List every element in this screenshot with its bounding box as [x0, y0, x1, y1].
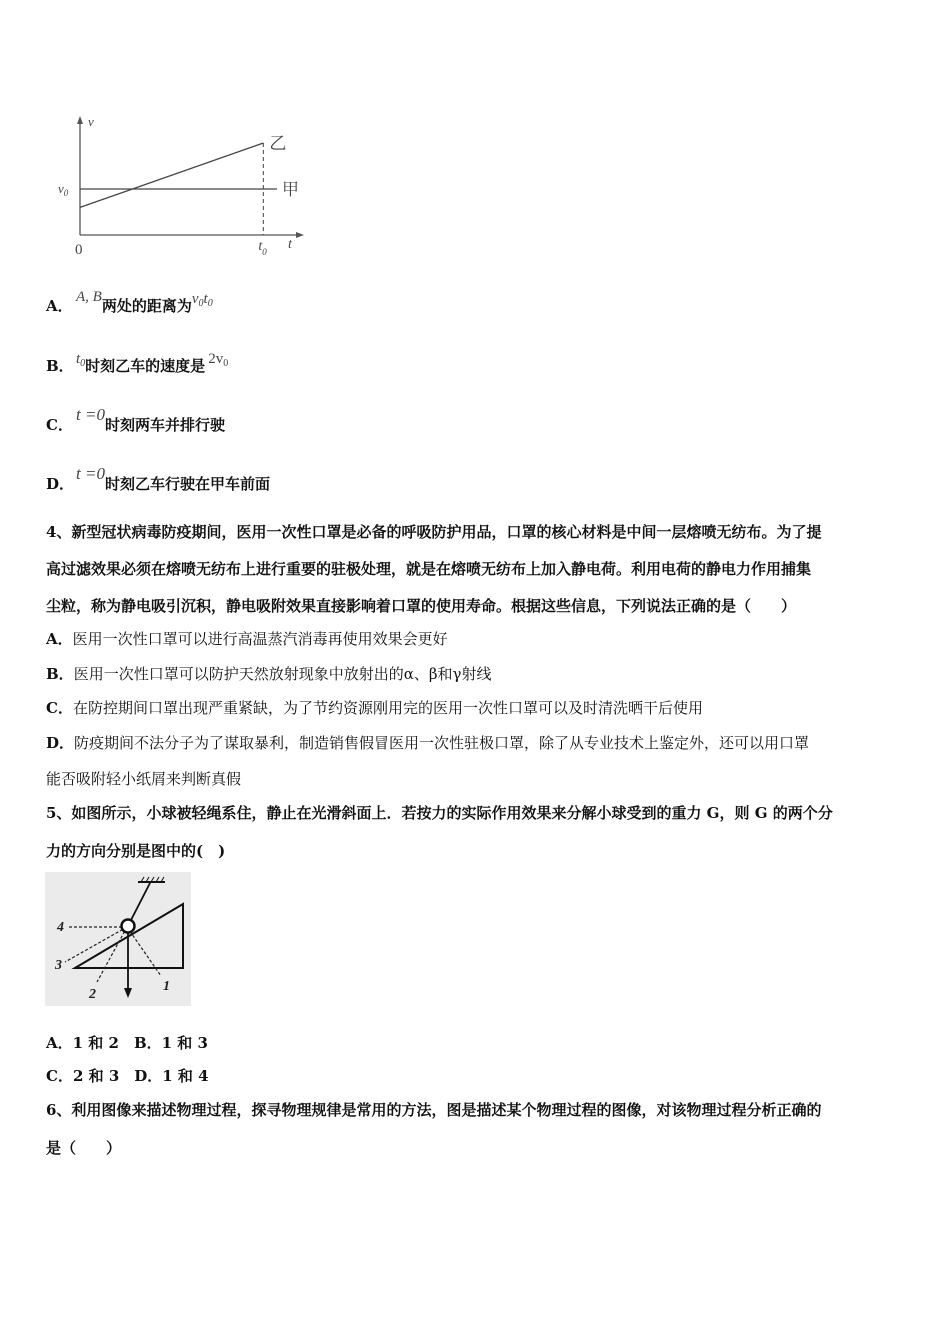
vt-chart [50, 110, 320, 270]
series-yi-line [80, 143, 263, 207]
figure-label-2: 2 [89, 987, 96, 1002]
series-label-yi: 乙 [269, 134, 287, 153]
q4-stem-line1: 4、新型冠状病毒防疫期间，医用一次性口罩是必备的呼吸防护用品，口罩的核心材料是中间一层熔喷无纺布。为了提 [46, 523, 822, 541]
tick-label-v0: $v_0$ [58, 181, 69, 198]
q4-option-d-cont: 能否吸附轻小纸屑来判断真假 [46, 770, 242, 788]
q4-option-d: D．防疫期间不法分子为了谋取暴利，制造销售假冒医用一次性驻极口罩，除了从专业技术上鉴定外，还可以用口罩 [46, 734, 810, 752]
q5-stem-line2: 力的方向分别是图中的( ) [46, 842, 226, 860]
axis-label-v: v [88, 114, 94, 129]
v-axis-arrow [77, 116, 83, 124]
origin-label: 0 [75, 242, 83, 258]
t-axis-arrow [296, 232, 304, 238]
q3-option-d: D．t =0时刻乙车行驶在甲车前面 [46, 464, 270, 493]
figure-label-4: 4 [57, 920, 64, 935]
tick-label-t0: $t_0$ [258, 239, 267, 257]
q4-stem-line3: 尘粒，称为静电吸引沉积，静电吸附效果直接影响着口罩的使用寿命。根据这些信息，下列说法正确的是（ ） [46, 597, 797, 615]
q4-option-c: C．在防控期间口罩出现严重紧缺，为了节约资源刚用完的医用一次性口罩可以及时清洗晒干后使用 [46, 699, 703, 717]
q4-option-b: B．医用一次性口罩可以防护天然放射现象中放射出的α、β和γ射线 [46, 665, 492, 683]
axis-label-t: t [288, 237, 292, 252]
q6-stem-line1: 6、利用图像来描述物理过程，探寻物理规律是常用的方法，图是描述某个物理过程的图像，对该物理过程分析正确的 [46, 1101, 822, 1119]
q3-option-b: B． $t_0$时刻乙车的速度是 $2v_0$ [46, 351, 229, 375]
q6-stem-line2: 是（ ） [46, 1139, 122, 1157]
figure-label-3: 3 [55, 958, 62, 973]
q3-option-a: A． A, B两处的距离为$v_0t_0$ [46, 289, 213, 315]
q5-options-row1: A．1 和 2 B．1 和 3 [46, 1034, 208, 1052]
q5-stem-line1: 5、如图所示，小球被轻绳系住，静止在光滑斜面上．若按力的实际作用效果来分解小球受到的重力 G，则 G 的两个分 [46, 804, 833, 822]
q5-options-row2: C．2 和 3 D．1 和 4 [46, 1067, 209, 1085]
series-label-jia: 甲 [282, 180, 299, 199]
q4-stem-line2: 高过滤效果必须在熔喷无纺布上进行重要的驻极处理，就是在熔喷无纺布上加入静电荷。利用电荷的静电力作用捕集 [46, 560, 812, 578]
q3-option-c: C．t =0时刻两车并排行驶 [46, 405, 225, 434]
incline-figure [45, 872, 191, 1006]
q4-option-a: A．医用一次性口罩可以进行高温蒸汽消毒再使用效果会更好 [46, 630, 448, 648]
ball [122, 920, 135, 933]
figure-label-1: 1 [163, 979, 170, 994]
